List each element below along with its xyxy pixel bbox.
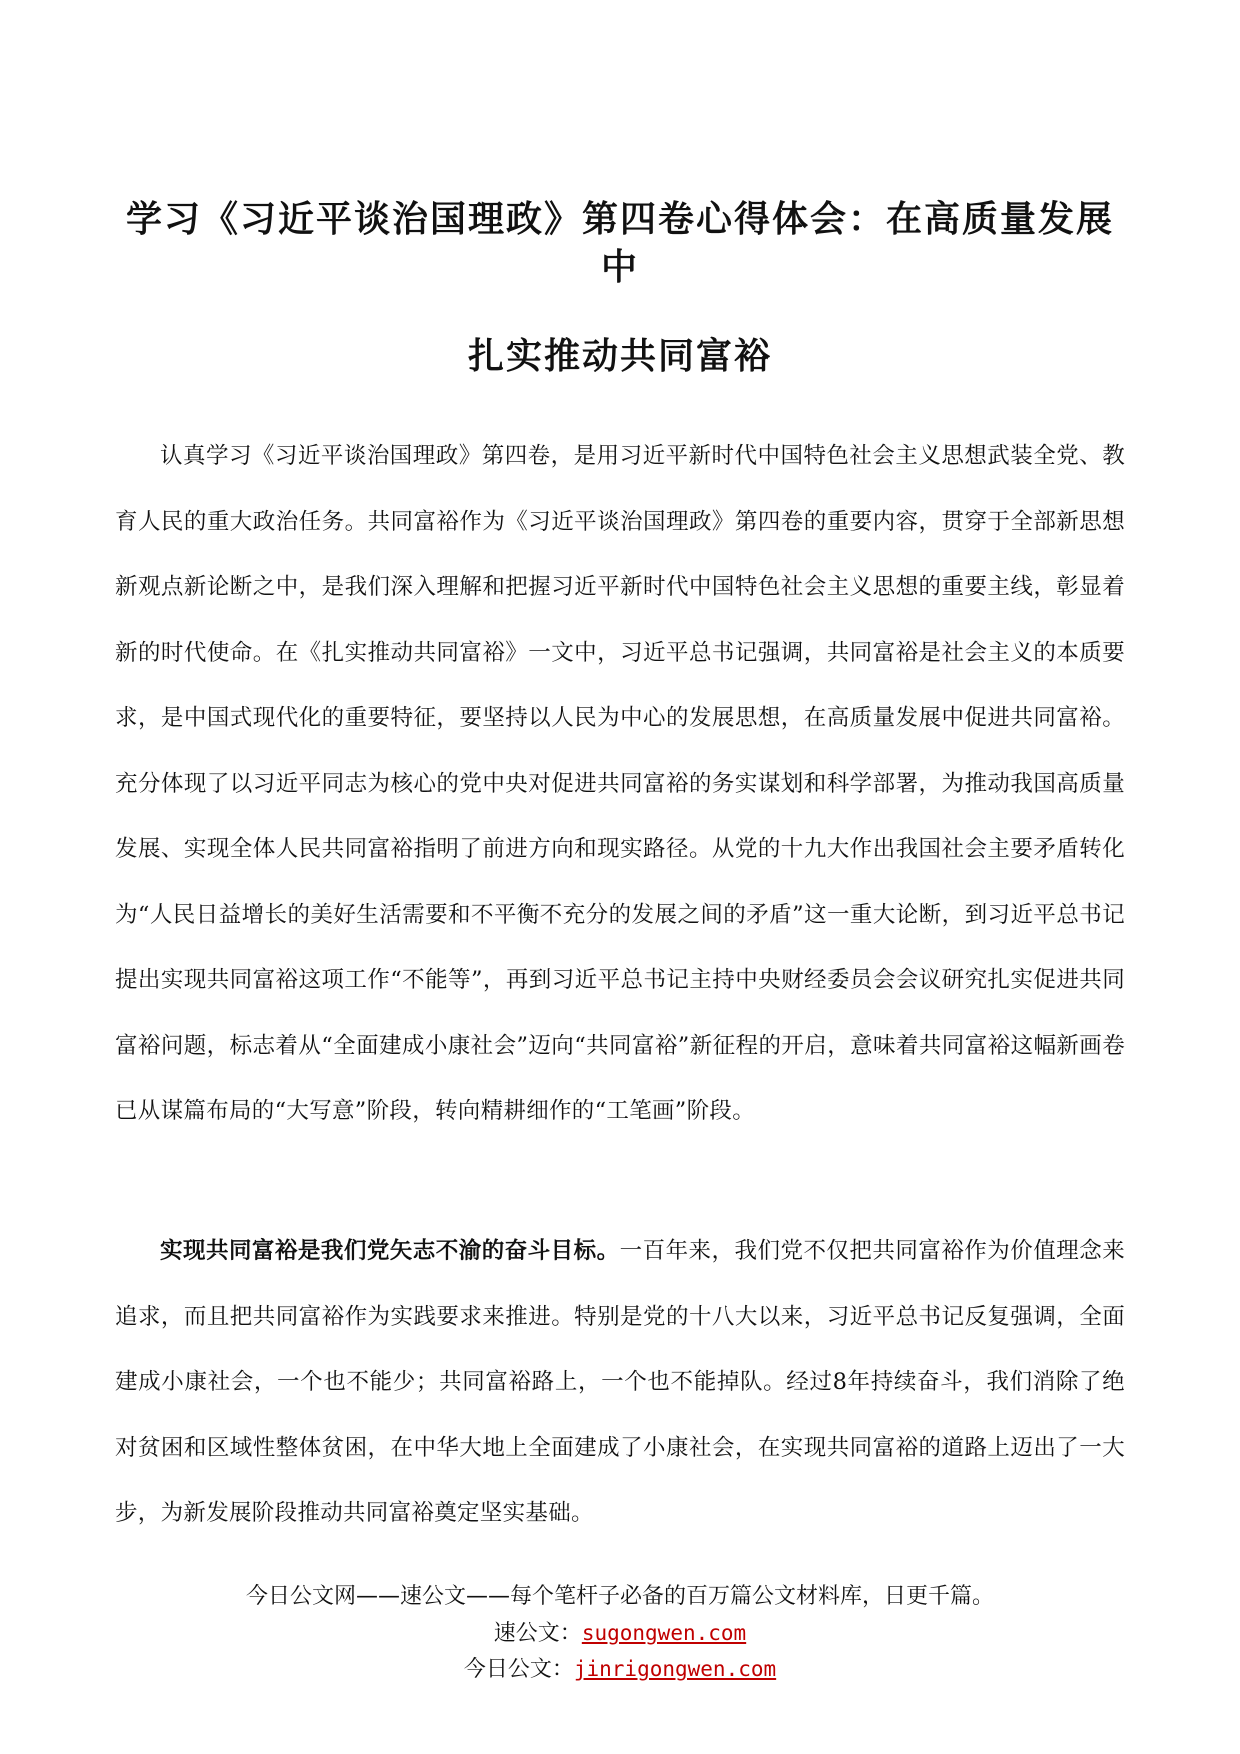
sugongwen-link[interactable]: sugongwen.com: [581, 1621, 747, 1645]
document-title-line-2: 扎实推动共同富裕: [467, 335, 772, 377]
body-paragraph-2: [115, 1219, 1125, 1547]
footer-jinrigongwen-label: 今日公文：: [463, 1657, 574, 1682]
jinrigongwen-link[interactable]: jinrigongwen.com: [573, 1657, 777, 1681]
document-title-line-1: 学习《习近平谈治国理政》第四卷心得体会：在高质量发展中: [125, 198, 1114, 288]
footer-sugongwen-label: 速公文：: [493, 1621, 582, 1646]
footer-jinrigongwen-line: [0, 1654, 1240, 1685]
paragraph-2-lead-sentence: 实现共同富裕是我们党矢志不渝的奋斗目标。: [160, 1238, 620, 1264]
paragraph-2-body: 一百年来，我们党不仅把共同富裕作为价值理念来追求，而且把共同富裕作为实践要求来推进。特别是党的十八大以来，习近平总书记反复强调，全面建成小康社会，一个也不能少；共同富裕路上，一个也不能掉队。经过8年持续奋斗，我们消除了绝对贫困和区域性整体贫困，在中华大地上全面建成了小康社会，在实现共同富裕的道路上迈出了一大步，为新发展阶段推动共同富裕奠定坚实基础。: [115, 1238, 1125, 1526]
body-paragraph-1: 认真学习《习近平谈治国理政》第四卷，是用习近平新时代中国特色社会主义思想武装全党、教育人民的重大政治任务。共同富裕作为《习近平谈治国理政》第四卷的重要内容，贯穿于全部新思想新观点新论断之中，是我们深入理解和把握习近平新时代中国特色社会主义思想的重要主线，彰显着新的时代使命。在《扎实推动共同富裕》一文中，习近平总书记强调，共同富裕是社会主义的本质要求，是中国式现代化的重要特征，要坚持以人民为中心的发展思想，在高质量发展中促进共同富裕。充分体现了以习近平同志为核心的党中央对促进共同富裕的务实谋划和科学部署，为推动我国高质量发展、实现全体人民共同富裕指明了前进方向和现实路径。从党的十九大作出我国社会主要矛盾转化为“人民日益增长的美好生活需要和不平衡不充分的发展之间的矛盾”这一重大论断，到习近平总书记提出实现共同富裕这项工作“不能等”，再到习近平总书记主持中央财经委员会会议研究扎实促进共同富裕问题，标志着从“全面建成小康社会”迈向“共同富裕”新征程的开启，意味着共同富裕这幅新画卷已从谋篇布局的“大写意”阶段，转向精耕细作的“工笔画”阶段。: [115, 443, 1125, 1124]
footer-sugongwen-line: [0, 1618, 1240, 1649]
footer-slogan: 今日公文网——速公文——每个笔杆子必备的百万篇公文材料库，日更千篇。: [245, 1584, 994, 1609]
